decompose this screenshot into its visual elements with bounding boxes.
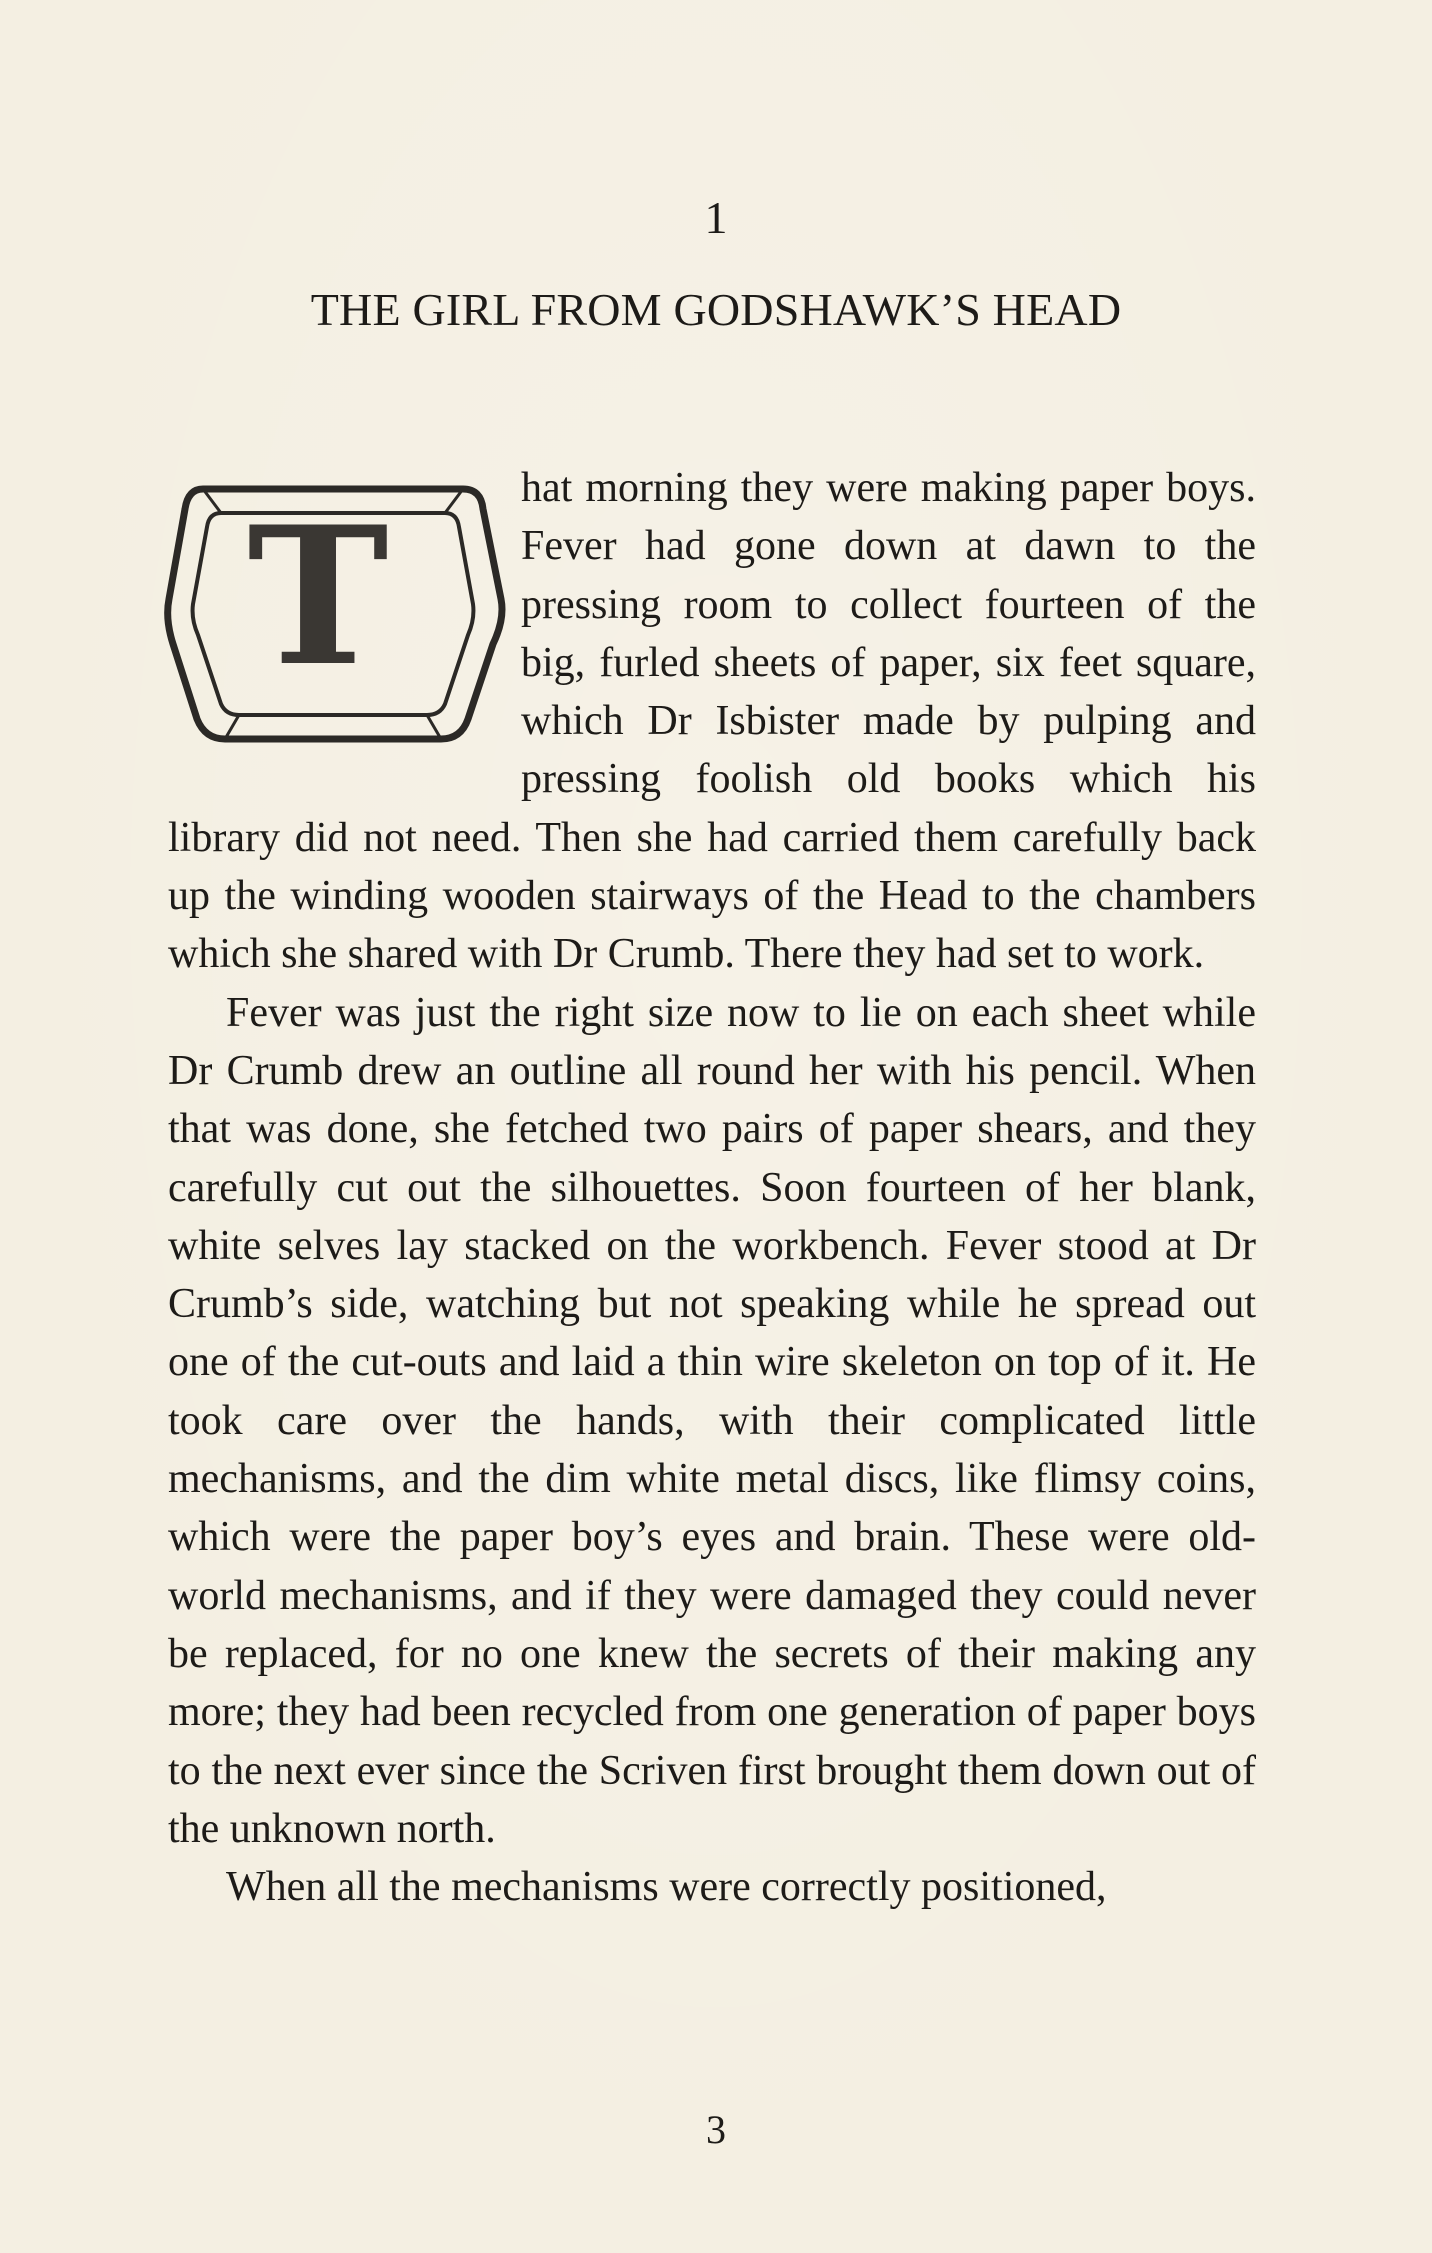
paragraph-1-text: hat morning they were making paper boys. Fever had gone down at dawn to the pressing room to collect fourteen of the big, furled sheets of paper, six feet square, which Dr Isbister made by pulping and pressing foolish old books which his library did not need. Then she had carried them carefully back up the winding wooden stairways of the Head to the chambers which she shared with Dr Crumb. There they had set to work. bbox=[168, 465, 1256, 978]
chapter-title: THE GIRL FROM GODSHAWK’S HEAD bbox=[310, 284, 1122, 335]
paragraph-1 bbox=[168, 459, 1256, 984]
paragraph-3: When all the mechanisms were correctly positioned, bbox=[226, 1864, 1107, 1911]
page-number: 3 bbox=[706, 2107, 726, 2152]
drop-cap-letter: T bbox=[247, 485, 389, 708]
drop-cap bbox=[163, 459, 521, 751]
chapter-number: 1 bbox=[704, 192, 728, 243]
chapter-body bbox=[168, 459, 1256, 1916]
paragraph-2: Fever was just the right size now to lie on each sheet while Dr Crumb drew an outline all round her with his pencil. When that was done, she fetched two pairs of paper shears, and they carefully cut out the silhouettes. Soon fourteen of her blank, white selves lay stacked on the workbench. Fever stood at Dr Crumb’s side, watching but not speaking while he spread out one of the cut-outs and laid a thin wire skeleton on top of it. He took care over the hands, with their complicated little mechanisms, and the dim white metal discs, like flimsy coins, which were the paper boy’s eyes and brain. These were oldworld mechanisms, and if they were damaged they could never be replaced, for no one knew the secrets of their making any more; they had been recycled from one generation of paper boys to the next ever since the Scriven first brought them down out of the unknown north. bbox=[168, 989, 1256, 1852]
